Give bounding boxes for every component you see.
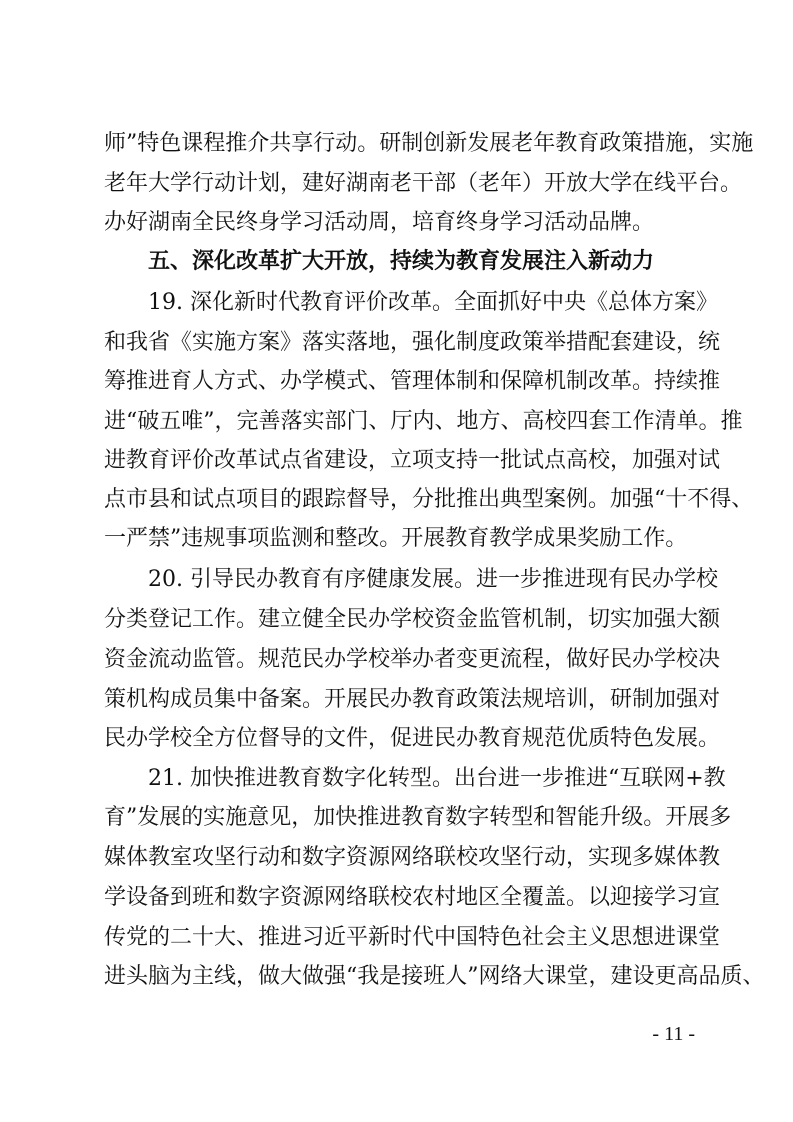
body-line: 策机构成员集中备案。开展民办教育政策法规培训，研制加强对 (104, 687, 721, 712)
body-line: 老年大学行动计划，建好湖南老干部（老年）开放大学在线平台。 (104, 171, 743, 196)
body-line: 民办学校全方位督导的文件，促进民办教育规范优质特色发展。 (104, 726, 721, 751)
body-line: 传党的二十大、推进习近平新时代中国特色社会主义思想进课堂 (104, 925, 721, 950)
section-heading: 五、深化改革扩大开放，持续为教育发展注入新动力 (148, 249, 655, 274)
body-line: 学设备到班和数字资源网络联校农村地区全覆盖。以迎接学习宣 (104, 885, 721, 910)
item-heading-line: 21. 加快推进教育数字化转型。出台进一步推进“互联网+教 (148, 766, 726, 791)
body-line: 筹推进育人方式、办学模式、管理体制和保障机制改革。持续推 (104, 369, 721, 394)
body-line: 进教育评价改革试点省建设，立项支持一批试点高校，加强对试 (104, 448, 721, 473)
body-line: 一严禁”违规事项监测和整改。开展教育教学成果奖励工作。 (104, 526, 688, 551)
body-line: 分类登记工作。建立健全民办学校资金监管机制，切实加强大额 (104, 607, 721, 632)
item-heading-line: 20. 引导民办教育有序健康发展。进一步推进现有民办学校 (148, 567, 718, 592)
body-line: 办好湖南全民终身学习活动周，培育终身学习活动品牌。 (104, 210, 655, 235)
body-line: 和我省《实施方案》落实落地，强化制度政策举措配套建设，统 (104, 330, 721, 355)
body-line: 进头脑为主线，做大做强“我是接班人”网络大课堂，建设更高品质、 (104, 964, 765, 989)
body-line: 媒体教室攻坚行动和数字资源网络联校攻坚行动，实现多媒体教 (104, 845, 721, 870)
body-line: 资金流动监管。规范民办学校举办者变更流程，做好民办学校决 (104, 647, 721, 672)
item-heading-line: 19. 深化新时代教育评价改革。全面抓好中央《总体方案》 (148, 290, 718, 315)
page-number: - 11 - (652, 1023, 695, 1045)
body-line: 育”发展的实施意见，加快推进教育数字转型和智能升级。开展多 (104, 805, 732, 830)
body-line: 点市县和试点项目的跟踪督导，分批推出典型案例。加强“十不得、 (104, 487, 754, 512)
body-line: 进“破五唯”，完善落实部门、厅内、地方、高校四套工作清单。推 (104, 409, 743, 434)
body-line: 师”特色课程推介共享行动。研制创新发展老年教育政策措施，实施 (104, 131, 754, 156)
